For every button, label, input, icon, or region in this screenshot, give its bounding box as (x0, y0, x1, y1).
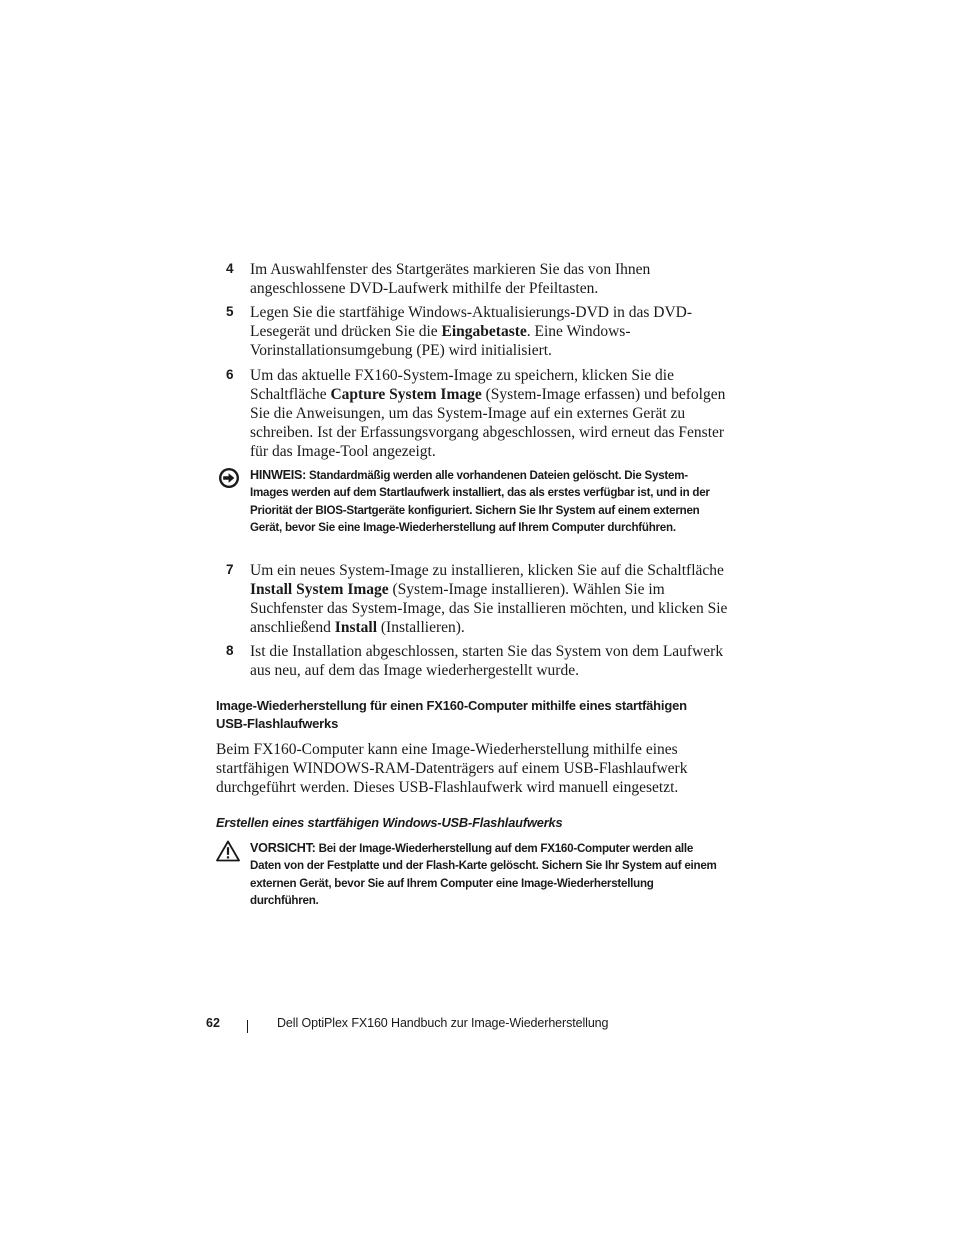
note-label: HINWEIS: (250, 468, 307, 482)
button-name: Capture System Image (330, 386, 482, 403)
button-name: Install System Image (250, 581, 389, 598)
step-number: 7 (226, 562, 234, 577)
step-text: Um ein neues System-Image zu installieren, klicken Sie auf die Schaltfläche Install System Image (System-Image installieren). Wählen Sie im Suchfenster das System-Image, das Sie installieren möchten, und klicken Sie anschließend Install (Installieren). (250, 562, 728, 636)
step-text: Ist die Installation abgeschlossen, starten Sie das System von dem Laufwerk aus neu, auf dem das Image wiederhergestellt wurde. (250, 643, 724, 679)
section-heading: Image-Wiederherstellung für einen FX160-Computer mithilfe eines startfähigen USB-Flashlaufwerks (216, 698, 687, 731)
step-number: 4 (226, 261, 234, 276)
footer-title: Dell OptiPlex FX160 Handbuch zur Image-Wiederherstellung (277, 1016, 609, 1030)
caution-label: VORSICHT: (250, 841, 316, 855)
note-text: HINWEIS: Standardmäßig werden alle vorhandenen Dateien gelöscht. Die System-Images werden auf dem Startlaufwerk installiert, das als erstes verfügbar ist, und in der Priorität der BIOS-Startgeräte konfiguriert. Sichern Sie Ihr System auf einem externen Gerät, bevor Sie eine Image-Wiederherstellung auf Ihrem Computer durchführen. (250, 468, 710, 535)
button-name: Install (334, 619, 378, 636)
page-footer (0, 1016, 954, 1036)
step-text: Im Auswahlfenster des Startgerätes markieren Sie das von Ihnen angeschlossene DVD-Laufwerk mithilfe der Pfeiltasten. (250, 261, 651, 297)
step-number: 6 (226, 367, 234, 382)
caution-text: VORSICHT: Bei der Image-Wiederherstellung auf dem FX160-Computer werden alle Daten von der Festplatte und der Flash-Karte gelöscht. Sichern Sie Ihr System auf einem externen Gerät, bevor Sie auf Ihrem Computer eine Image-Wiederherstellung durchführen. (250, 841, 717, 908)
subsection-heading: Erstellen eines startfähigen Windows-USB-Flashlaufwerks (216, 815, 563, 830)
step-number: 5 (226, 304, 234, 319)
step-text: Legen Sie die startfähige Windows-Aktualisierungs-DVD in das DVD-Lesegerät und drücken Sie die Eingabetaste. Eine Windows-Vorinstallationsumgebung (PE) wird initialisiert. (250, 304, 693, 359)
step-number: 8 (226, 643, 234, 658)
step-text: Um das aktuelle FX160-System-Image zu speichern, klicken Sie die Schaltfläche Capture System Image (System-Image erfassen) und befolgen Sie die Anweisungen, um das System-Image auf ein externes Gerät zu schreiben. Ist der Erfassungsvorgang abgeschlossen, wird erneut das Fenster für das Image-Tool angezeigt. (250, 367, 726, 460)
footer-divider (247, 1020, 248, 1033)
section-paragraph: Beim FX160-Computer kann eine Image-Wiederherstellung mithilfe eines startfähigen WINDOWS-RAM-Datenträgers auf einem USB-Flashlaufwerk durchgeführt werden. Dieses USB-Flashlaufwerk wird manuell eingesetzt. (216, 741, 688, 796)
caution-triangle-icon (216, 840, 240, 862)
page-number: 62 (206, 1016, 220, 1030)
key-name: Eingabetaste (441, 323, 527, 340)
note-arrow-icon (218, 467, 240, 489)
